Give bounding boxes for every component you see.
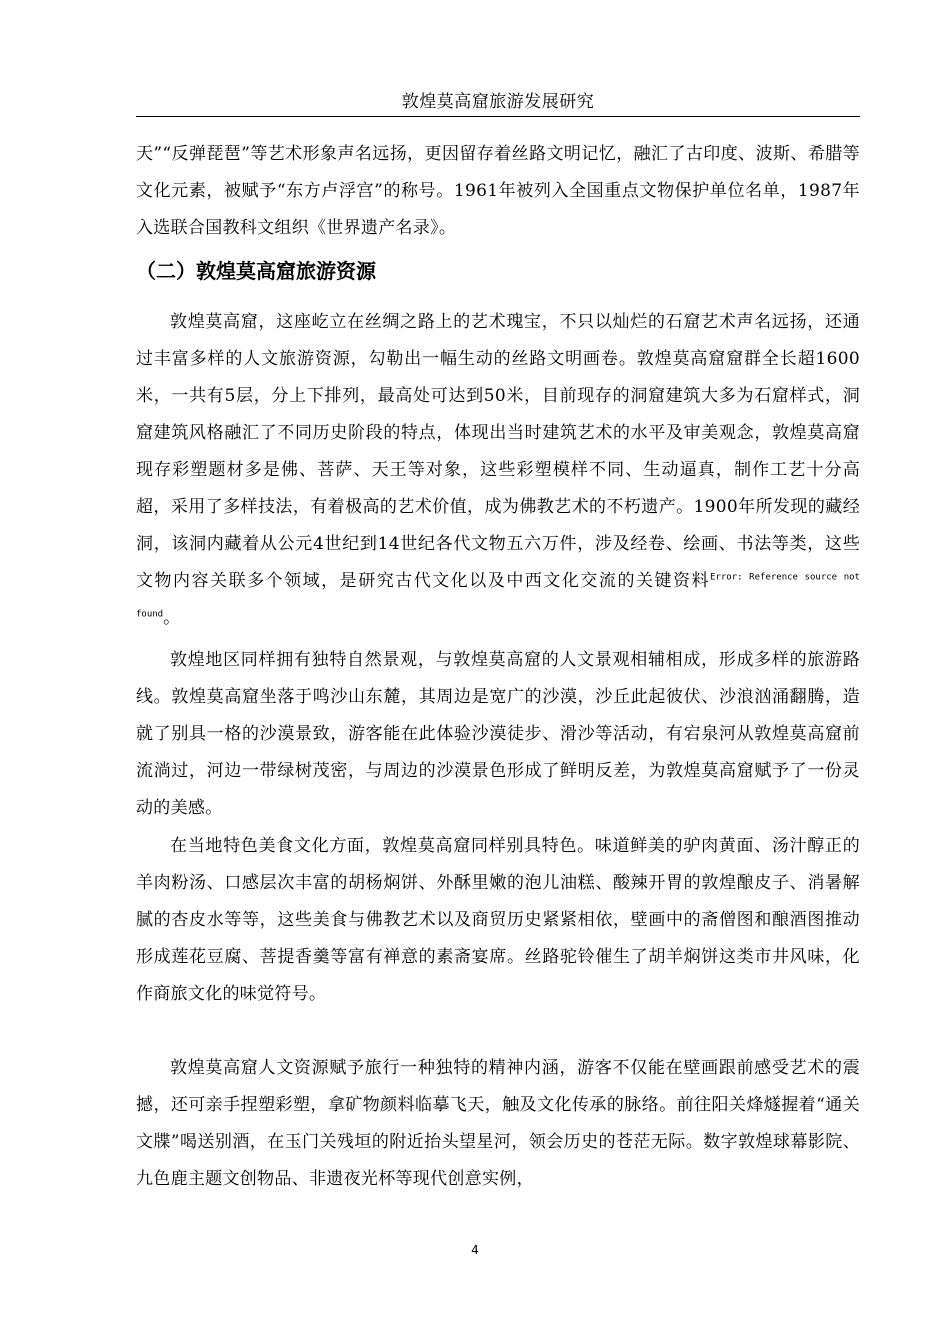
intro-paragraph: 天”“反弹琵琶”等艺术形象声名远扬，更因留存着丝路文明记忆，融汇了古印度、波斯、希腊等文化元素，被赋予“东方卢浮宫”的称号。1961年被列入全国重点文物保护单位名单，1987年入选联合国教科文组织《世界遗产名录》。 bbox=[136, 144, 860, 238]
paragraph-natural-landscape: 敦煌地区同样拥有独特自然景观，与敦煌莫高窟的人文景观相辅相成，形成多样的旅游路线。敦煌莫高窟坐落于鸣沙山东麓，其周边是宽广的沙漠，沙丘此起彼伏、沙浪汹涌翻腾，造就了别具一格的沙漠景致，游客能在此体验沙漠徒步、滑沙等活动，有宕泉河从敦煌莫高窟前流淌过，河边一带绿树茂密，与周边的沙漠景色形成了鲜明反差，为敦煌莫高窟赋予了一份灵动的美感。 bbox=[136, 650, 860, 818]
page-header bbox=[136, 88, 860, 117]
reference-error: Error: Reference source not found bbox=[136, 572, 860, 620]
section-title: （二）敦煌莫高窟旅游资源 bbox=[136, 259, 376, 283]
page-number: 4 bbox=[471, 1243, 479, 1257]
running-header-title: 敦煌莫高窟旅游发展研究 bbox=[401, 92, 595, 112]
paragraph-local-cuisine: 在当地特色美食文化方面，敦煌莫高窟同样别具特色。味道鲜美的驴肉黄面、汤汁醇正的羊肉粉汤、口感层次丰富的胡杨焖饼、外酥里嫩的泡儿油糕、酸辣开胃的敦煌酿皮子、消暑解腻的杏皮水等等，这些美食与佛教艺术以及商贸历史紧紧相依，壁画中的斋僧图和酿酒图推动形成莲花豆腐、菩提香羹等富有禅意的素斋宴席。丝路驼铃催生了胡羊焖饼这类市井风味，化作商旅文化的味觉符号。 bbox=[136, 836, 860, 1004]
paragraph-cave-overview-text: 敦煌莫高窟，这座屹立在丝绸之路上的艺术瑰宝，不只以灿烂的石窟艺术声名远扬，还通过丰富多样的人文旅游资源，勾勒出一幅生动的丝路文明画卷。敦煌莫高窟窟群全长超1600米，一共有5层，分上下排列，最高处可达到50米，目前现存的洞窟建筑大多为石窟样式，洞窟建筑风格融汇了不同历史阶段的特点，体现出当时建筑艺术的水平及审美观念，敦煌莫高窟现存彩塑题材多是佛、菩萨、天王等对象，这些彩塑模样不同、生动逼真，制作工艺十分高超，采用了多样技法，有着极高的艺术价值，成为佛教艺术的不朽遗产。1900年所发现的藏经洞，该洞内藏着从公元4世纪到14世纪各代文物五六万件，涉及经卷、绘画、书法等类，这些文物内容关联多个领域，是研究古代文化以及中西文化交流的关键资料 bbox=[136, 312, 860, 591]
paragraph-cultural-experience: 敦煌莫高窟人文资源赋予旅行一种独特的精神内涵，游客不仅能在壁画跟前感受艺术的震撼，还可亲手捏塑彩塑，拿矿物颜料临摹飞天，触及文化传承的脉络。前往阳关烽燧握着“通关文牒”喝送别酒，在玉门关残垣的附近抬头望星河，领会历史的苍茫无际。数字敦煌球幕影院、九色鹿主题文创物品、非遗夜光杯等现代创意实例， bbox=[136, 1058, 860, 1189]
paragraph-cave-overview-end: 。 bbox=[163, 608, 181, 628]
paragraph-cave-overview bbox=[136, 304, 860, 637]
